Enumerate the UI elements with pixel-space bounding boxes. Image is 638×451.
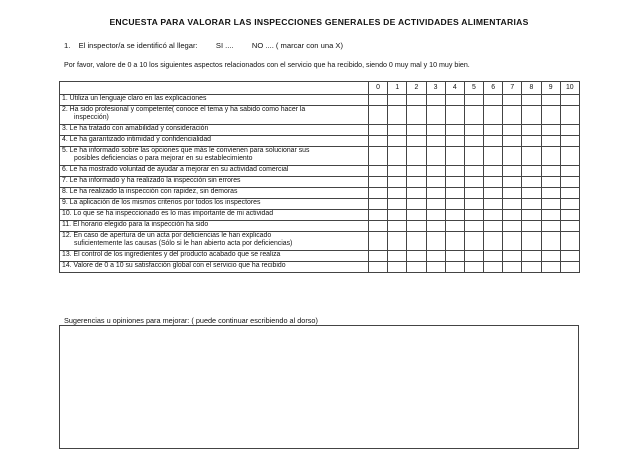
question-line-continued: posibles deficiencias o para mejorar en su establecimiento <box>74 155 253 163</box>
score-cell[interactable] <box>445 221 464 232</box>
score-cell[interactable] <box>560 262 579 273</box>
score-cell[interactable] <box>560 251 579 262</box>
table-row <box>60 221 580 232</box>
score-cell[interactable] <box>484 166 503 177</box>
score-cell[interactable] <box>445 188 464 199</box>
score-cell[interactable] <box>426 95 445 106</box>
score-cell[interactable] <box>445 251 464 262</box>
score-cell[interactable] <box>541 166 560 177</box>
score-cell[interactable] <box>426 166 445 177</box>
score-cell[interactable] <box>541 177 560 188</box>
score-cell[interactable] <box>407 199 426 210</box>
score-cell[interactable] <box>503 166 522 177</box>
option-no[interactable]: NO .... ( marcar con una X) <box>251 41 344 50</box>
question-cell <box>60 221 369 232</box>
score-cell[interactable] <box>426 106 445 125</box>
score-cell[interactable] <box>388 166 407 177</box>
question-cell <box>60 188 369 199</box>
score-cell[interactable] <box>464 147 483 166</box>
score-cell[interactable] <box>445 95 464 106</box>
question-line-continued: inspección) <box>74 114 109 122</box>
score-cell[interactable] <box>369 251 388 262</box>
score-cell[interactable] <box>369 232 388 251</box>
score-header-9: 9 <box>541 82 560 95</box>
score-cell[interactable] <box>522 177 541 188</box>
score-cell[interactable] <box>560 221 579 232</box>
question-line: 14. Valore de 0 a 10 su satisfacción global con el servicio que ha recibido <box>62 262 286 269</box>
score-cell[interactable] <box>541 125 560 136</box>
score-cell[interactable] <box>522 95 541 106</box>
score-cell[interactable] <box>503 106 522 125</box>
score-cell[interactable] <box>484 136 503 147</box>
score-cell[interactable] <box>407 125 426 136</box>
question-cell <box>60 147 369 166</box>
score-cell[interactable] <box>464 177 483 188</box>
score-cell[interactable] <box>503 177 522 188</box>
score-cell[interactable] <box>388 232 407 251</box>
score-header-7: 7 <box>503 82 522 95</box>
score-cell[interactable] <box>541 232 560 251</box>
score-cell[interactable] <box>407 166 426 177</box>
score-cell[interactable] <box>541 251 560 262</box>
score-cell[interactable] <box>426 199 445 210</box>
table-row <box>60 106 580 125</box>
score-cell[interactable] <box>369 221 388 232</box>
score-cell[interactable] <box>541 106 560 125</box>
question-line: 12. En caso de apertura de un acta por deficiencias le han explicado <box>62 232 272 239</box>
question-line: 11. El horario elegido para la inspección ha sido <box>62 221 209 228</box>
score-cell[interactable] <box>407 251 426 262</box>
score-cell[interactable] <box>522 125 541 136</box>
score-cell[interactable] <box>522 199 541 210</box>
score-cell[interactable] <box>445 199 464 210</box>
question-line: 8. Le ha realizado la inspección con rapidez, sin demoras <box>62 188 238 195</box>
question-cell <box>60 262 369 273</box>
score-cell[interactable] <box>484 147 503 166</box>
question-line: 4. Le ha garantizado intimidad y confidencialidad <box>62 136 212 143</box>
score-cell[interactable] <box>388 95 407 106</box>
score-cell[interactable] <box>369 262 388 273</box>
question-identification <box>64 41 343 50</box>
score-header-row <box>60 82 580 95</box>
score-cell[interactable] <box>464 221 483 232</box>
score-cell[interactable] <box>560 125 579 136</box>
score-cell[interactable] <box>369 106 388 125</box>
score-cell[interactable] <box>426 262 445 273</box>
table-row <box>60 232 580 251</box>
score-cell[interactable] <box>388 188 407 199</box>
score-header-0: 0 <box>369 82 388 95</box>
suggestions-box[interactable] <box>59 325 579 449</box>
question-cell <box>60 136 369 147</box>
score-cell[interactable] <box>464 106 483 125</box>
question-line: 13. El control de los ingredientes y del producto acabado que se realiza <box>62 251 281 258</box>
score-cell[interactable] <box>484 125 503 136</box>
question-line: 5. Le ha informado sobre las opciones que más le convienen para solucionar sus <box>62 147 310 154</box>
score-cell[interactable] <box>407 136 426 147</box>
score-cell[interactable] <box>541 199 560 210</box>
score-cell[interactable] <box>388 262 407 273</box>
score-cell[interactable] <box>407 188 426 199</box>
score-cell[interactable] <box>503 262 522 273</box>
score-cell[interactable] <box>388 210 407 221</box>
score-cell[interactable] <box>388 106 407 125</box>
score-cell[interactable] <box>522 147 541 166</box>
score-cell[interactable] <box>369 125 388 136</box>
score-cell[interactable] <box>445 106 464 125</box>
question-cell <box>60 125 369 136</box>
score-cell[interactable] <box>464 199 483 210</box>
survey-title: ENCUESTA PARA VALORAR LAS INSPECCIONES GENERALES DE ACTIVIDADES ALIMENTARIAS <box>109 17 529 27</box>
score-cell[interactable] <box>426 125 445 136</box>
header-blank-cell <box>60 82 369 95</box>
score-cell[interactable] <box>369 136 388 147</box>
score-header-5: 5 <box>464 82 483 95</box>
score-cell[interactable] <box>503 210 522 221</box>
score-cell[interactable] <box>464 262 483 273</box>
score-cell[interactable] <box>464 210 483 221</box>
score-cell[interactable] <box>560 188 579 199</box>
score-cell[interactable] <box>503 251 522 262</box>
table-row <box>60 199 580 210</box>
score-cell[interactable] <box>464 188 483 199</box>
score-cell[interactable] <box>407 262 426 273</box>
score-cell[interactable] <box>560 147 579 166</box>
score-cell[interactable] <box>484 199 503 210</box>
score-cell[interactable] <box>503 188 522 199</box>
question-text: El inspector/a se identificó al llegar: <box>78 41 198 50</box>
suggestions-label: Sugerencias u opiniones para mejorar: ( puede continuar escribiendo al dorso) <box>64 316 318 325</box>
table-row <box>60 125 580 136</box>
score-cell[interactable] <box>522 166 541 177</box>
score-cell[interactable] <box>522 232 541 251</box>
score-cell[interactable] <box>407 210 426 221</box>
score-cell[interactable] <box>560 210 579 221</box>
score-cell[interactable] <box>445 210 464 221</box>
score-cell[interactable] <box>560 232 579 251</box>
score-cell[interactable] <box>560 199 579 210</box>
score-cell[interactable] <box>369 188 388 199</box>
score-cell[interactable] <box>369 177 388 188</box>
score-cell[interactable] <box>484 188 503 199</box>
question-cell <box>60 251 369 262</box>
score-cell[interactable] <box>484 262 503 273</box>
question-cell <box>60 210 369 221</box>
score-cell[interactable] <box>560 166 579 177</box>
score-cell[interactable] <box>484 251 503 262</box>
question-cell <box>60 95 369 106</box>
score-cell[interactable] <box>407 106 426 125</box>
score-header-2: 2 <box>407 82 426 95</box>
score-cell[interactable] <box>426 232 445 251</box>
score-cell[interactable] <box>560 95 579 106</box>
score-cell[interactable] <box>541 95 560 106</box>
score-cell[interactable] <box>407 221 426 232</box>
table-row <box>60 210 580 221</box>
score-cell[interactable] <box>522 262 541 273</box>
score-cell[interactable] <box>503 221 522 232</box>
table-row <box>60 188 580 199</box>
score-cell[interactable] <box>369 147 388 166</box>
question-cell <box>60 232 369 251</box>
score-cell[interactable] <box>445 125 464 136</box>
score-cell[interactable] <box>407 177 426 188</box>
table-row <box>60 95 580 106</box>
score-cell[interactable] <box>426 136 445 147</box>
score-cell[interactable] <box>426 251 445 262</box>
table-row <box>60 147 580 166</box>
score-cell[interactable] <box>503 147 522 166</box>
score-cell[interactable] <box>388 221 407 232</box>
question-line: 1. Utiliza un lenguaje claro en las explicaciones <box>62 95 207 102</box>
table-row <box>60 177 580 188</box>
score-cell[interactable] <box>407 95 426 106</box>
score-cell[interactable] <box>503 232 522 251</box>
score-header-8: 8 <box>522 82 541 95</box>
score-cell[interactable] <box>464 136 483 147</box>
score-cell[interactable] <box>426 210 445 221</box>
score-cell[interactable] <box>522 188 541 199</box>
score-cell[interactable] <box>388 177 407 188</box>
score-cell[interactable] <box>426 221 445 232</box>
table-row <box>60 251 580 262</box>
score-cell[interactable] <box>445 177 464 188</box>
score-cell[interactable] <box>388 251 407 262</box>
score-cell[interactable] <box>541 188 560 199</box>
score-cell[interactable] <box>464 95 483 106</box>
score-cell[interactable] <box>426 188 445 199</box>
score-cell[interactable] <box>503 199 522 210</box>
score-cell[interactable] <box>464 251 483 262</box>
question-line: 6. Le ha mostrado voluntad de ayudar a mejorar en su actividad comercial <box>62 166 289 173</box>
score-cell[interactable] <box>484 106 503 125</box>
question-cell <box>60 199 369 210</box>
score-cell[interactable] <box>369 95 388 106</box>
question-cell <box>60 166 369 177</box>
question-line-continued: suficientemente las causas (Sólo si le han abierto acta por deficiencias) <box>74 240 293 248</box>
score-cell[interactable] <box>388 125 407 136</box>
score-cell[interactable] <box>541 221 560 232</box>
score-cell[interactable] <box>464 232 483 251</box>
score-cell[interactable] <box>503 136 522 147</box>
question-cell <box>60 106 369 125</box>
score-cell[interactable] <box>426 147 445 166</box>
score-cell[interactable] <box>522 136 541 147</box>
score-cell[interactable] <box>484 232 503 251</box>
table-row <box>60 166 580 177</box>
score-cell[interactable] <box>484 210 503 221</box>
score-header-3: 3 <box>426 82 445 95</box>
question-line: 9. La aplicación de los mismos criterios por todos los inspectores <box>62 199 261 206</box>
score-cell[interactable] <box>560 136 579 147</box>
score-cell[interactable] <box>484 177 503 188</box>
score-cell[interactable] <box>560 106 579 125</box>
score-cell[interactable] <box>484 95 503 106</box>
question-line: 2. Ha sido profesional y competente( conoce el tema y ha sabido como hacer la <box>62 106 306 113</box>
rating-instructions: Por favor, valore de 0 a 10 los siguientes aspectos relacionados con el servicio que ha recibido, siendo 0 muy mal y 10 muy bien. <box>64 61 470 69</box>
score-cell[interactable] <box>541 210 560 221</box>
table-row <box>60 136 580 147</box>
rating-table <box>59 81 580 273</box>
score-cell[interactable] <box>369 166 388 177</box>
score-cell[interactable] <box>407 232 426 251</box>
score-cell[interactable] <box>522 106 541 125</box>
score-cell[interactable] <box>541 136 560 147</box>
score-cell[interactable] <box>407 147 426 166</box>
score-cell[interactable] <box>503 125 522 136</box>
score-cell[interactable] <box>522 251 541 262</box>
score-cell[interactable] <box>369 199 388 210</box>
score-cell[interactable] <box>388 136 407 147</box>
table-row <box>60 262 580 273</box>
score-cell[interactable] <box>445 232 464 251</box>
score-cell[interactable] <box>388 147 407 166</box>
question-line: 7. Le ha informado y ha realizado la inspección sin errores <box>62 177 241 184</box>
score-cell[interactable] <box>369 210 388 221</box>
score-header-1: 1 <box>388 82 407 95</box>
question-line: 10. Lo que se ha inspeccionado es lo mas importante de mi actividad <box>62 210 274 217</box>
score-cell[interactable] <box>426 177 445 188</box>
score-cell[interactable] <box>445 262 464 273</box>
score-cell[interactable] <box>522 210 541 221</box>
score-cell[interactable] <box>484 221 503 232</box>
score-cell[interactable] <box>445 136 464 147</box>
score-cell[interactable] <box>560 177 579 188</box>
option-yes[interactable]: SI .... <box>215 41 234 50</box>
score-cell[interactable] <box>522 221 541 232</box>
score-cell[interactable] <box>541 262 560 273</box>
score-cell[interactable] <box>445 147 464 166</box>
question-line: 3. Le ha tratado con amabilidad y consideración <box>62 125 209 132</box>
score-header-4: 4 <box>445 82 464 95</box>
score-cell[interactable] <box>503 95 522 106</box>
score-header-10: 10 <box>560 82 579 95</box>
score-header-6: 6 <box>484 82 503 95</box>
score-cell[interactable] <box>445 166 464 177</box>
question-number: 1. <box>64 41 71 50</box>
score-cell[interactable] <box>388 199 407 210</box>
score-cell[interactable] <box>541 147 560 166</box>
question-cell <box>60 177 369 188</box>
score-cell[interactable] <box>464 166 483 177</box>
score-cell[interactable] <box>464 125 483 136</box>
